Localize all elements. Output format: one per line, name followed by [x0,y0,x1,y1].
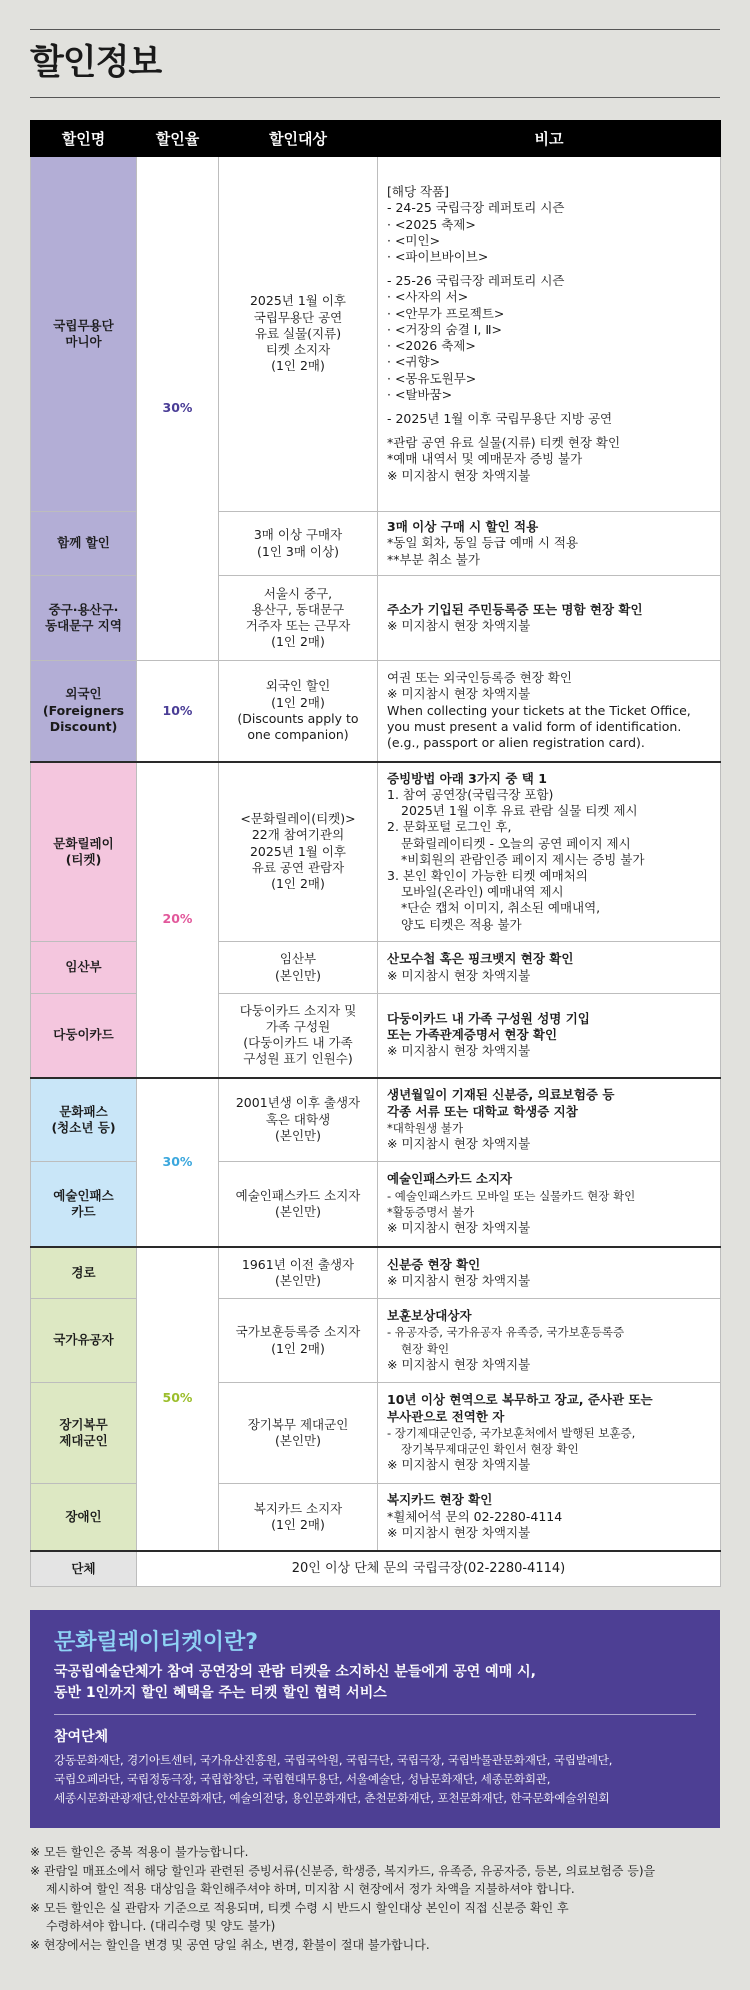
discount-target: 예술인패스카드 소지자 (본인만) [219,1162,378,1247]
footnote: ※ 모든 할인은 중복 적용이 불가능합니다. [30,1845,249,1859]
footnotes [30,1843,730,1954]
discount-target: 외국인 할인 (1인 2매) (Discounts apply to one companion) [219,661,378,762]
promo-divider [54,1714,696,1715]
discount-name: 함께 할인 [31,512,137,576]
table-row [31,576,721,661]
discount-rate: 10% [137,661,219,762]
table-row [31,1551,721,1587]
discount-note: 예술인패스카드 소지자 - 예술인패스카드 모바일 또는 실물카드 현장 확인 *활동증명서 불가 ※ 미지참시 현장 차액지불 [378,1162,721,1247]
discount-target: 3매 이상 구매자 (1인 3매 이상) [219,512,378,576]
discount-table [30,120,721,1587]
discount-note: 증빙방법 아래 3가지 중 택 1 1. 참여 공연장(국립극장 포함) 2025년 1월 이후 유료 관람 실물 티켓 제시 2. 문화포털 로그인 후, 문화릴레이티켓 - 오늘의 공연 페이지 제시 *비회원의 관람인증 페이지 제시는 증빙 불가 3. 본인 확인이 가능한 티켓 예매처의 모바일(온라인) 예매내역 제시 *단순 캡처 이미지, 취소된 예매내역, 양도 티켓은 적용 불가 [378,762,721,942]
discount-rate: 20% [137,762,219,1078]
footnote: ※ 현장에서는 할인을 변경 및 공연 당일 취소, 변경, 환불이 절대 불가합니다. [30,1937,430,1952]
discount-rate: 30% [137,1078,219,1247]
discount-note: 신분증 현장 확인 ※ 미지참시 현장 차액지불 [378,1247,721,1299]
discount-note: [해당 작품] - 24-25 국립극장 레퍼토리 시즌 · <2025 축제> · <미인> · <파이브바이브> - 25-26 국립극장 레퍼토리 시즌 · <사자의 서> · <안무가 프로젝트> · <거장의 숨결 Ⅰ, Ⅱ> · <2026 축제> · <귀향> · <몽유도원무> · <탈바꿈> - 2025년 1월 이후 국립무용단 지방 공연 *관람 공연 유료 실물(지류) 티켓 현장 확인 *예매 내역서 및 예매문자 증빙 불가 ※ 미지참시 현장 차액지불 [378,157,721,512]
discount-note: 생년월일이 기재된 신분증, 의료보험증 등 각종 서류 또는 대학교 학생증 지참 *대학원생 불가 ※ 미지참시 현장 차액지불 [378,1078,721,1162]
col-header-note: 비고 [378,121,721,157]
discount-target: <문화릴레이(티켓)> 22개 참여기관의 2025년 1월 이후 유료 공연 관람자 (1인 2매) [219,762,378,942]
discount-name: 문화패스 (청소년 등) [31,1078,137,1162]
discount-note: 복지카드 현장 확인 *휠체어석 문의 02-2280-4114 ※ 미지참시 현장 차액지불 [378,1484,721,1551]
title-rule [30,97,720,98]
discount-name: 다둥이카드 [31,994,137,1078]
discount-name: 문화릴레이 (티켓) [31,762,137,942]
discount-note: 산모수첩 혹은 핑크뱃지 현장 확인 ※ 미지참시 현장 차액지불 [378,942,721,994]
discount-target: 1961년 이전 출생자 (본인만) [219,1247,378,1299]
col-header-rate: 할인율 [137,121,219,157]
discount-rate: 30% [137,157,219,661]
table-header-row [31,121,721,157]
table-row [31,1078,721,1162]
footnote: ※ 모든 할인은 실 관람자 기준으로 적용되며, 티켓 수령 시 반드시 할인대상 본인이 직접 신분증 확인 후 [30,1900,569,1915]
discount-note: 20인 이상 단체 문의 국립극장(02-2280-4114) [137,1551,721,1587]
discount-name: 중구·용산구· 동대문구 지역 [31,576,137,661]
promo-title: 문화릴레이티켓이란? [54,1630,259,1655]
footnote: 수령하셔야 합니다. (대리수령 및 양도 불가) [46,1919,276,1933]
discount-note: 보훈보상대상자 - 유공자증, 국가유공자 유족증, 국가보훈등록증 현장 확인 ※ 미지참시 현장 차액지불 [378,1299,721,1383]
top-rule [30,29,720,30]
table-row [31,157,721,512]
footnote: 제시하여 할인 적용 대상임을 확인해주셔야 하며, 미지참 시 현장에서 정가 차액을 지불하셔야 합니다. [46,1882,575,1896]
discount-note: 10년 이상 현역으로 복무하고 장교, 준사관 또는 부사관으로 전역한 자 - 장기제대군인증, 국가보훈처에서 발행된 보훈증, 장기복무제대군인 확인서 현장 확인 ※ 미지참시 현장 차액지불 [378,1383,721,1484]
page-title: 할인정보 [30,43,162,83]
table-row [31,1484,721,1551]
table-row [31,1383,721,1484]
table-row [31,661,721,762]
discount-name: 예술인패스 카드 [31,1162,137,1247]
discount-name: 외국인 (Foreigners Discount) [31,661,137,762]
table-row [31,1162,721,1247]
discount-note: 3매 이상 구매 시 할인 적용 *동일 회차, 동일 등급 예매 시 적용 **부분 취소 불가 [378,512,721,576]
discount-name: 임산부 [31,942,137,994]
table-row [31,994,721,1078]
footnote: ※ 관람일 매표소에서 해당 할인과 관련된 증빙서류(신분증, 학생증, 복지카드, 유족증, 유공자증, 등본, 의료보험증 등)을 [30,1863,656,1878]
discount-name: 단체 [31,1551,137,1587]
discount-name: 국립무용단 마니아 [31,157,137,512]
discount-note: 여권 또는 외국인등록증 현장 확인 ※ 미지참시 현장 차액지불 When collecting your tickets at the Ticket Office, you must present a valid form of identification. (e.g., passport or alien registration card). [378,661,721,762]
discount-target: 서울시 중구, 용산구, 동대문구 거주자 또는 근무자 (1인 2매) [219,576,378,661]
promo-description: 국공립예술단체가 참여 공연장의 관람 티켓을 소지하신 분들에게 공연 예매 시, 동반 1인까지 할인 혜택을 주는 티켓 할인 협력 서비스 [54,1664,536,1701]
col-header-name: 할인명 [31,121,137,157]
discount-target: 장기복무 제대군인 (본인만) [219,1383,378,1484]
discount-target: 2001년생 이후 출생자 혹은 대학생 (본인만) [219,1078,378,1162]
table-row [31,512,721,576]
table-row [31,762,721,942]
discount-target: 2025년 1월 이후 국립무용단 공연 유료 실물(지류) 티켓 소지자 (1인 2매) [219,157,378,512]
participants-title: 참여단체 [54,1729,109,1745]
discount-target: 임산부 (본인만) [219,942,378,994]
discount-target: 국가보훈등록증 소지자 (1인 2매) [219,1299,378,1383]
table-row [31,1299,721,1383]
discount-target: 다둥이카드 소지자 및 가족 구성원 (다둥이카드 내 가족 구성원 표기 인원수) [219,994,378,1078]
discount-name: 장기복무 제대군인 [31,1383,137,1484]
culture-relay-promo [30,1610,720,1828]
discount-name: 경로 [31,1247,137,1299]
discount-note: 다둥이카드 내 가족 구성원 성명 기입 또는 가족관계증명서 현장 확인 ※ 미지참시 현장 차액지불 [378,994,721,1078]
table-row [31,1247,721,1299]
col-header-target: 할인대상 [219,121,378,157]
discount-note: 주소가 기입된 주민등록증 또는 명함 현장 확인 ※ 미지참시 현장 차액지불 [378,576,721,661]
discount-target: 복지카드 소지자 (1인 2매) [219,1484,378,1551]
discount-rate: 50% [137,1247,219,1551]
discount-name: 장애인 [31,1484,137,1551]
discount-name: 국가유공자 [31,1299,137,1383]
table-row [31,942,721,994]
participants-list: 강동문화재단, 경기아트센터, 국가유산진흥원, 국립국악원, 국립극단, 국립극장, 국립박물관문화재단, 국립발레단, 국립오페라단, 국립정동극장, 국립합창단, 국립현대무용단, 서울예술단, 성남문화재단, 세종문화회관, 세종시문화관광재단,안산문화재단, 예술의전당, 용인문화재단, 춘천문화재단, 포천문화재단, 한국문화예술위원회 [54,1753,613,1805]
